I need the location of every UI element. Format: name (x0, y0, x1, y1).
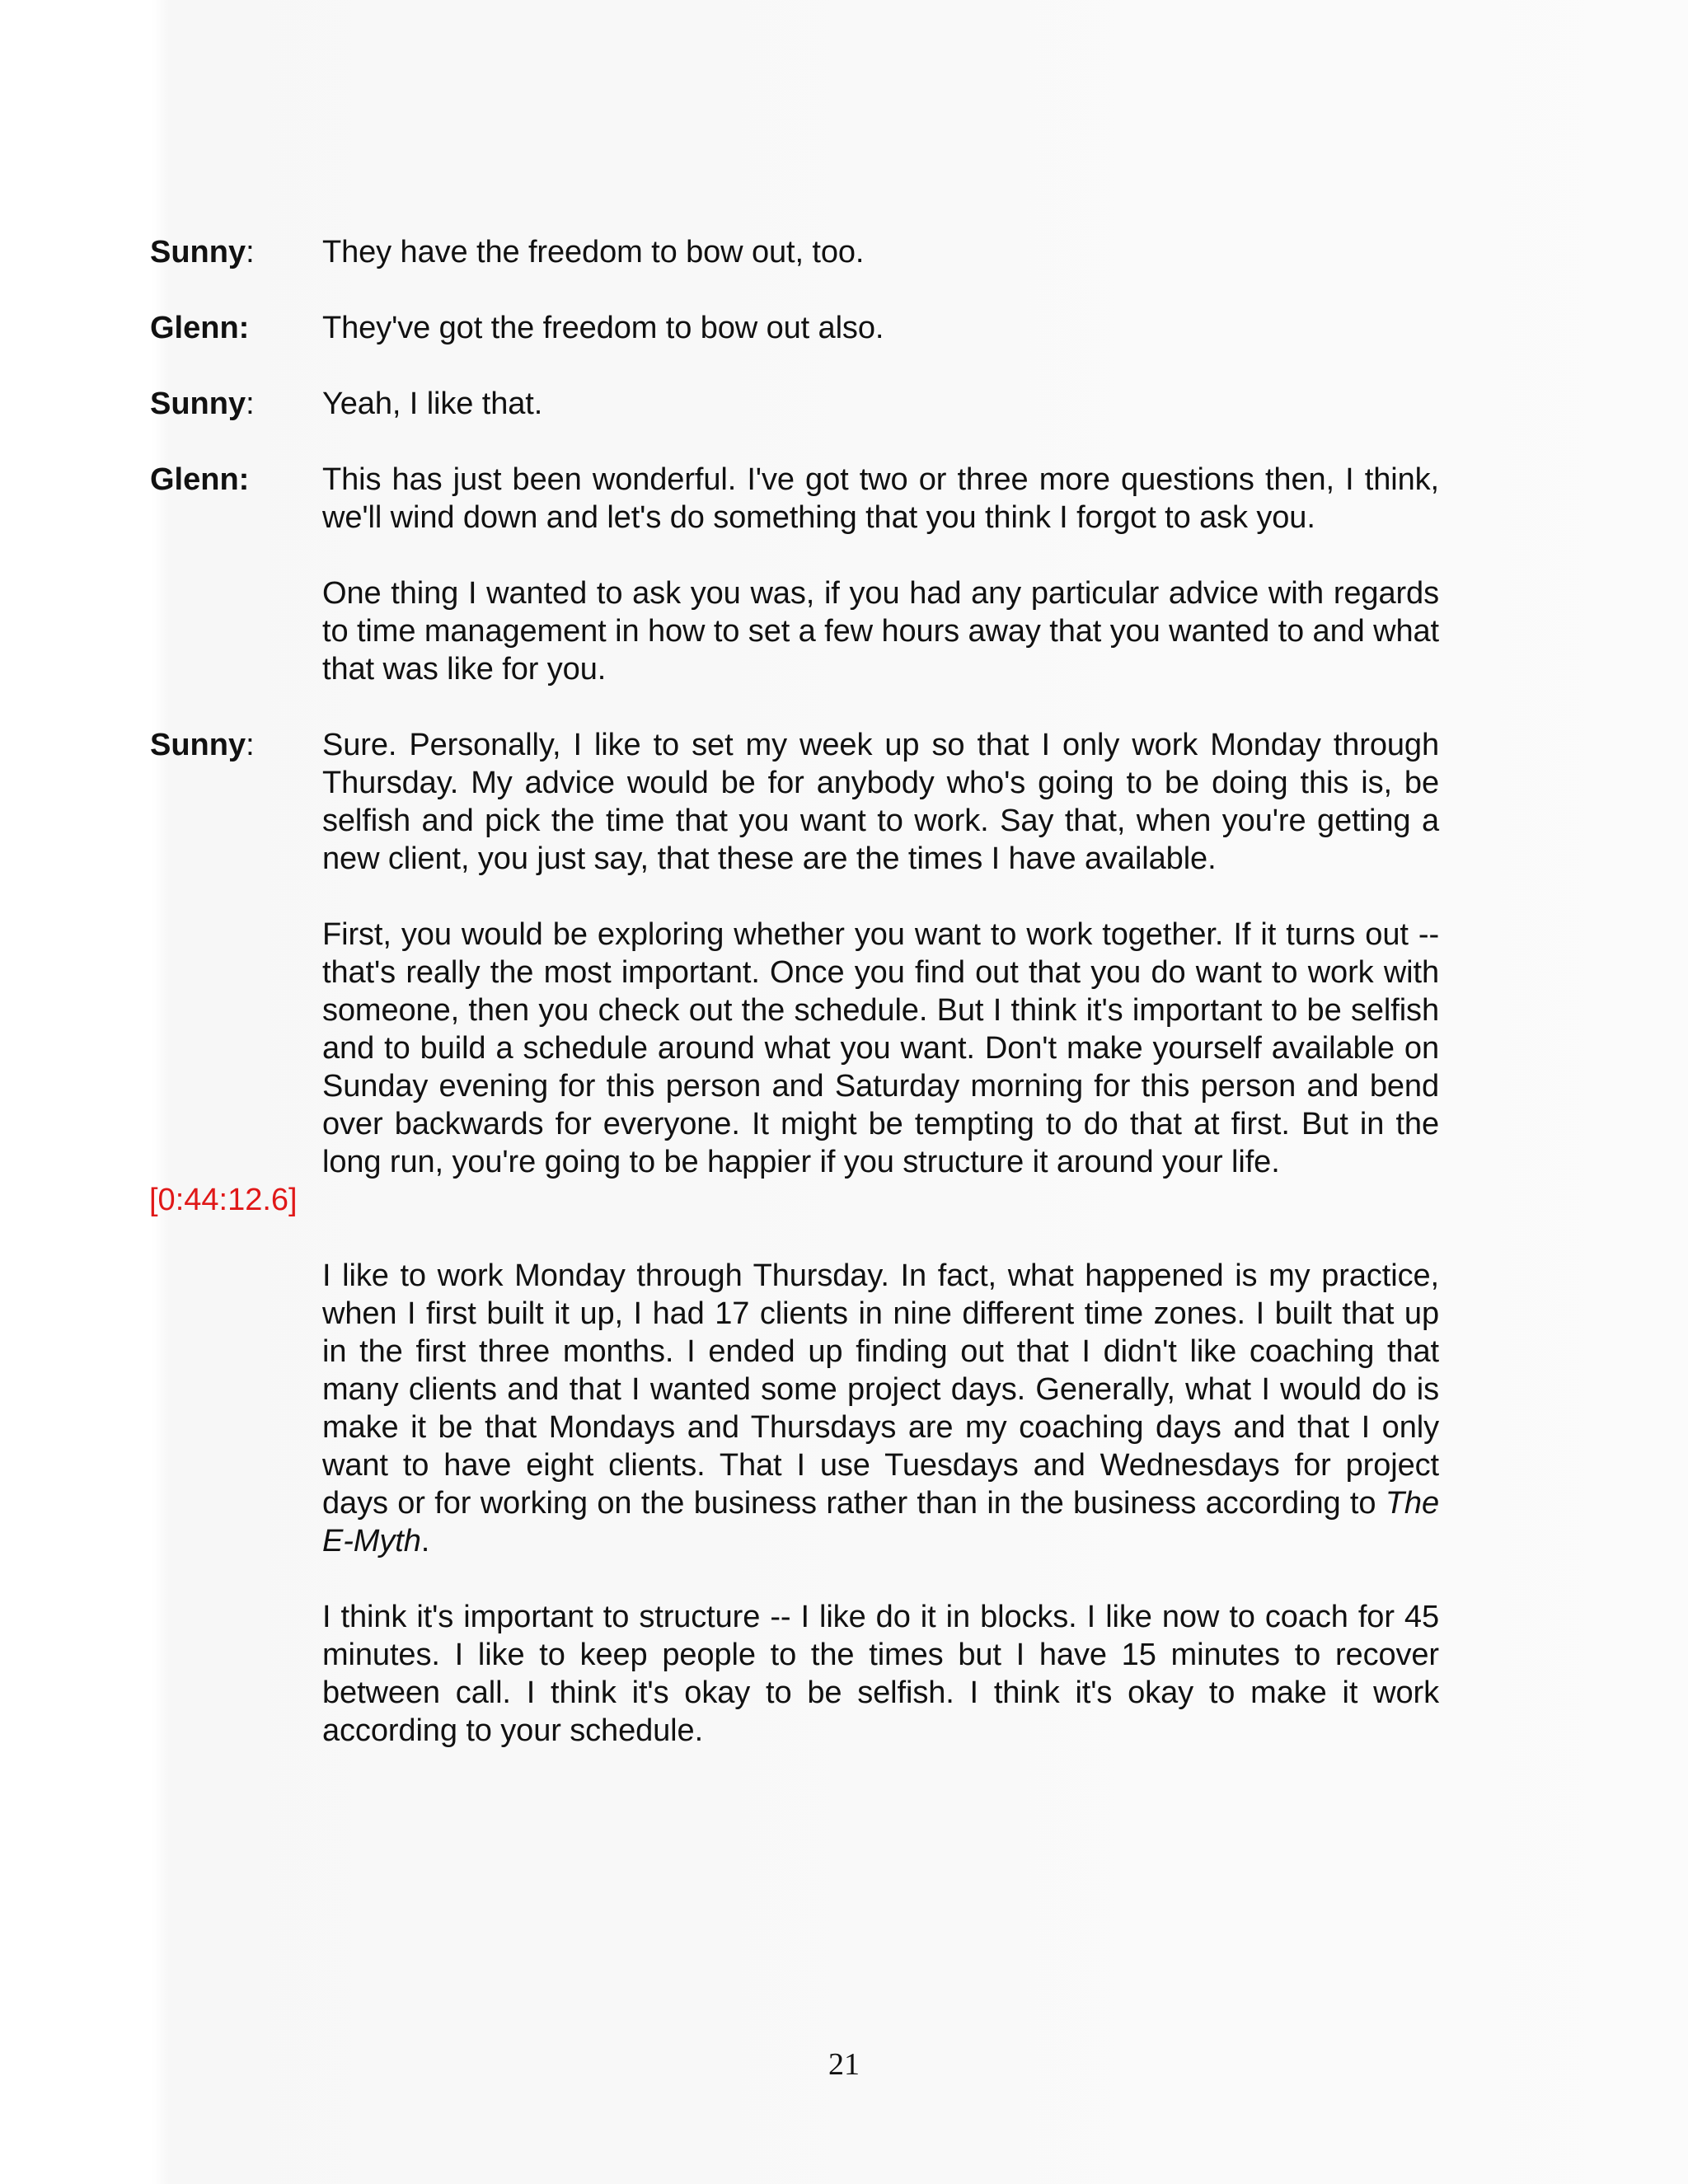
speaker-name: Sunny (150, 235, 246, 269)
paragraph-text: I like to work Monday through Thursday. In fact, what happened is my practice, when I first built it up, I had 17 clients in nine different time zones. I built that up in the first three months. I ended up finding out that I didn't like coaching that many clients and that I wanted some project days. Generally, what I would do is make it be that Mondays and Thursdays are my coaching days and that I only want to have eight clients. That I use Tuesdays and Wednesdays for project days or for working on the business rather than in the business according to (322, 1258, 1439, 1521)
speech-paragraph: One thing I wanted to ask you was, if you had any particular advice with regards to time management in how to set a few hours away that you wanted to and what that was like for you. (322, 576, 1439, 687)
speech (322, 309, 1439, 347)
speaker-label (150, 385, 255, 423)
speech (322, 461, 1439, 688)
timestamp-row (0, 1181, 1688, 1219)
speaker-colon: : (246, 387, 255, 421)
speaker-colon: : (246, 235, 255, 269)
speech-paragraph: They've got the freedom to bow out also. (322, 311, 884, 345)
transcript-continuation (0, 1257, 1688, 1750)
speech (322, 726, 1439, 1181)
transcript-entry (0, 385, 1688, 423)
speech-paragraph: This has just been wonderful. I've got two or three more questions then, I think, we'll wind down and let's do something that you think I forgot to ask you. (322, 462, 1439, 535)
speaker-name: Glenn: (150, 462, 250, 497)
speaker-label (150, 726, 255, 764)
transcript-entry (0, 726, 1688, 1181)
speaker-colon: : (246, 728, 255, 762)
speaker-name: Sunny (150, 728, 246, 762)
speech (322, 1257, 1439, 1750)
transcript-entry (0, 309, 1688, 347)
transcript (0, 233, 1688, 1788)
speaker-name: Glenn: (150, 311, 250, 345)
transcript-entry (0, 461, 1688, 688)
speaker-label (150, 233, 255, 271)
speech-paragraph: Yeah, I like that. (322, 387, 543, 421)
speech (322, 233, 1439, 271)
speaker-label (150, 461, 249, 499)
speaker-name: Sunny (150, 387, 246, 421)
speech (322, 385, 1439, 423)
speaker-label (150, 309, 249, 347)
timestamp: [0:44:12.6] (149, 1183, 298, 1217)
transcript-entry (0, 233, 1688, 271)
paragraph-text-end: . (420, 1524, 430, 1558)
speech-paragraph: Sure. Personally, I like to set my week up so that I only work Monday through Thursday. My advice would be for anybody who's going to be doing this is, be selfish and pick the time that you want to work. Say that, when you're getting a new client, you just say, that these are the times I have available. (322, 728, 1439, 876)
page-number: 21 (828, 2047, 860, 2082)
speech-paragraph: First, you would be exploring whether you want to work together. If it turns out -- that's really the most important. Once you find out that you do want to work with someone, then you check out the schedule. But I think it's important to be selfish and to build a schedule around what you want. Don't make yourself available on Sunday evening for this person and Saturday morning for this person and bend over backwards for everyone. It might be tempting to do that at first. But in the long run, you're going to be happier if you structure it around your life. (322, 917, 1439, 1179)
speech-paragraph (322, 1257, 1439, 1560)
speech-paragraph: I think it's important to structure -- I like do it in blocks. I like now to coach for 45 minutes. I like to keep people to the times but I have 15 minutes to recover between call. I think it's okay to be selfish. I think it's okay to make it work according to your schedule. (322, 1600, 1439, 1748)
book-title: The E-Myth (322, 1486, 1439, 1558)
speech-paragraph: They have the freedom to bow out, too. (322, 235, 865, 269)
